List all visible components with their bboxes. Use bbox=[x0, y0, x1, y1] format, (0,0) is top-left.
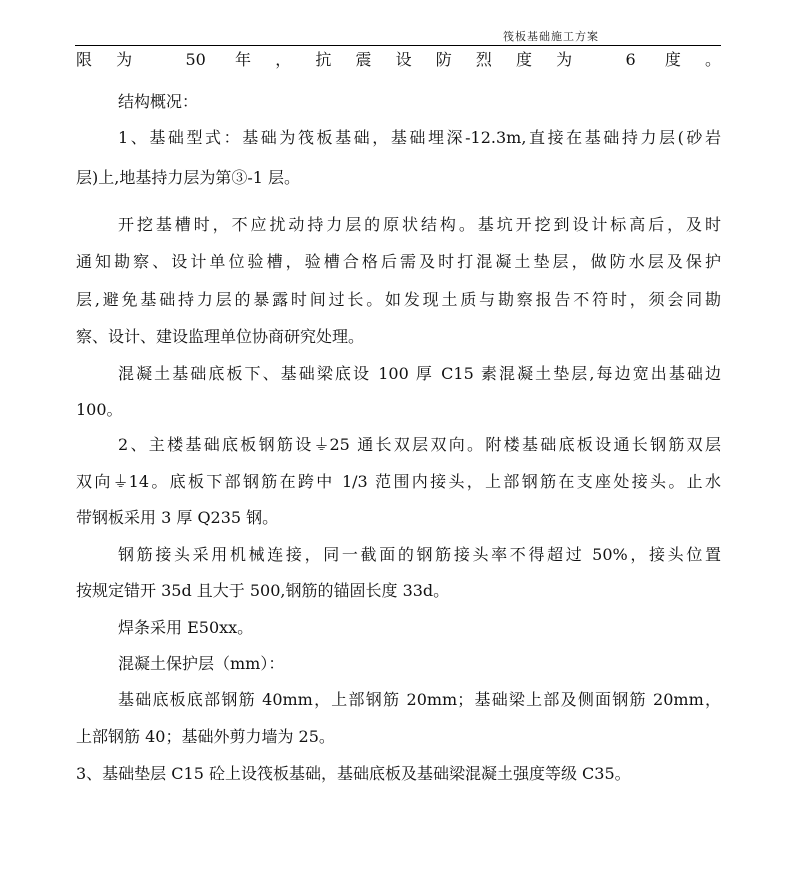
text-line: 钢筋接头采用机械连接，同一截面的钢筋接头率不得超过 50%，接头位置 bbox=[118, 545, 721, 564]
text-line: 层)上,地基持力层为第③-1 层。 bbox=[76, 168, 301, 187]
text-line: 1、基础型式：基础为筏板基础，基础埋深-12.3m,直接在基础持力层(砂岩 bbox=[118, 128, 721, 147]
text-line: 混凝土基础底板下、基础梁底设 100 厚 C15 素混凝土垫层,每边宽出基础边 bbox=[118, 364, 721, 383]
text-line: 结构概况： bbox=[118, 92, 199, 111]
text-line: 双向⏚14。底板下部钢筋在跨中 1/3 范围内接头，上部钢筋在支座处接头。止水 bbox=[76, 472, 721, 491]
text-line: 层,避免基础持力层的暴露时间过长。如发现土质与勘察报告不符时，须会同勘 bbox=[76, 290, 721, 309]
text-line: 2、主楼基础底板钢筋设⏚25 通长双层双向。附楼基础底板设通长钢筋双层 bbox=[118, 435, 721, 454]
text-line: 带钢板采用 3 厚 Q235 钢。 bbox=[76, 508, 279, 527]
text-line: 开挖基槽时，不应扰动持力层的原状结构。基坑开挖到设计标高后，及时 bbox=[118, 215, 721, 234]
text-line: 基础底板底部钢筋 40mm，上部钢筋 20mm；基础梁上部及侧面钢筋 20mm， bbox=[118, 690, 721, 709]
text-line: 混凝土保护层（mm）： bbox=[118, 654, 285, 673]
text-line: 上部钢筋 40；基础外剪力墙为 25。 bbox=[76, 727, 335, 746]
text-line: 3、基础垫层 C15 砼上设筏板基础，基础底板及基础梁混凝土强度等级 C35。 bbox=[76, 764, 631, 783]
header-title: 筏板基础施工方案 bbox=[503, 30, 599, 43]
text-line: 通知勘察、设计单位验槽，验槽合格后需及时打混凝土垫层，做防水层及保护 bbox=[76, 252, 721, 271]
text-line: 限为 50 年，抗震设防烈度为 6 度。 bbox=[76, 50, 721, 69]
text-line: 察、设计、建设监理单位协商研究处理。 bbox=[76, 327, 365, 346]
page-header bbox=[75, 20, 721, 46]
text-line: 焊条采用 E50xx。 bbox=[118, 618, 254, 637]
text-line: 按规定错开 35d 且大于 500,钢筋的锚固长度 33d。 bbox=[76, 581, 450, 600]
text-line: 100。 bbox=[76, 400, 123, 419]
